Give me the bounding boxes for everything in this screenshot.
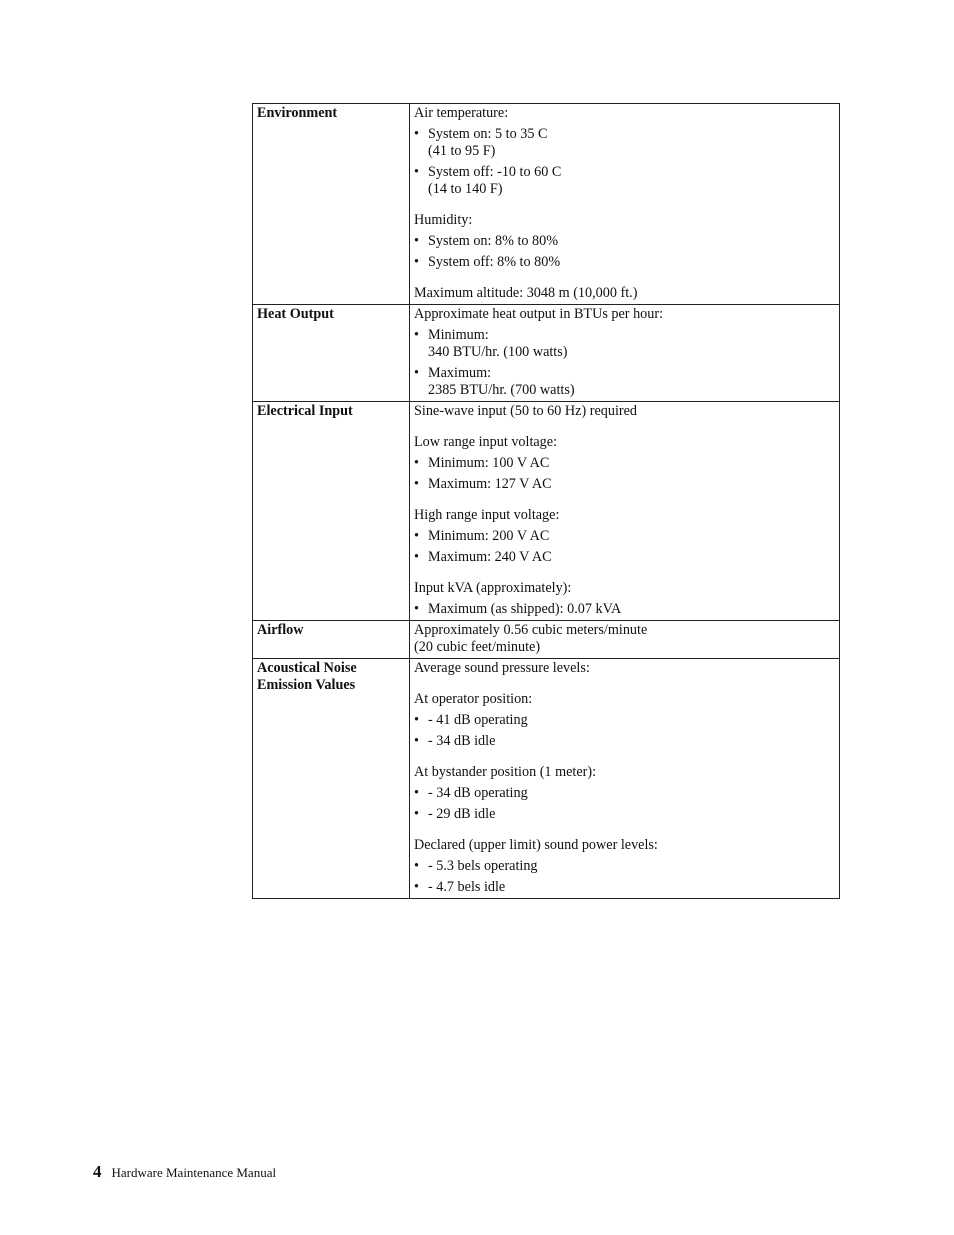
spec-row <box>253 621 840 659</box>
spec-value-cell <box>410 621 840 659</box>
spec-group <box>414 403 835 420</box>
spec-bullet-list <box>414 528 835 566</box>
spec-row <box>253 402 840 621</box>
spec-group-intro: Declared (upper limit) sound power levels: <box>414 837 658 853</box>
spec-bullet-item: • Maximum: 127 V AC <box>414 476 835 493</box>
manual-title: Hardware Maintenance Manual <box>111 1165 277 1180</box>
spec-bullet-list <box>414 601 835 618</box>
spec-value-cell <box>410 402 840 621</box>
spec-bullet-list <box>414 858 835 896</box>
spec-row <box>253 305 840 402</box>
spec-bullet-item: • Maximum (as shipped): 0.07 kVA <box>414 601 835 618</box>
spec-bullet-item: • - 29 dB idle <box>414 806 835 823</box>
spec-label: Airflow <box>257 622 304 638</box>
spec-group-intro: Approximate heat output in BTUs per hour: <box>414 306 664 322</box>
spec-bullet-item: • System on: 8% to 80% <box>414 233 835 250</box>
spec-bullet-item: • System off: 8% to 80% <box>414 254 835 271</box>
spec-label-cell <box>253 305 410 402</box>
spec-bullet-list <box>414 327 835 399</box>
spec-bullet-item: • Maximum: 240 V AC <box>414 549 835 566</box>
spec-group-intro: Humidity: <box>414 212 473 228</box>
spec-value-cell <box>410 305 840 402</box>
spec-group-intro: High range input voltage: <box>414 507 560 523</box>
page-footer <box>93 1162 276 1182</box>
spec-group <box>414 660 835 677</box>
spec-row <box>253 104 840 305</box>
spec-group <box>414 285 835 302</box>
spec-group <box>414 507 835 566</box>
spec-bullet-list <box>414 233 835 271</box>
spec-label-cell <box>253 621 410 659</box>
spec-row <box>253 659 840 899</box>
spec-group <box>414 622 835 656</box>
spec-bullet-item: • System on: 5 to 35 C (41 to 95 F) <box>414 126 835 160</box>
spec-bullet-list <box>414 712 835 750</box>
spec-group <box>414 306 835 399</box>
spec-bullet-item: • - 34 dB operating <box>414 785 835 802</box>
spec-bullet-item: • System off: -10 to 60 C (14 to 140 F) <box>414 164 835 198</box>
spec-group <box>414 434 835 493</box>
spec-bullet-item: • Maximum: 2385 BTU/hr. (700 watts) <box>414 365 835 399</box>
spec-group <box>414 837 835 896</box>
spec-label: Electrical Input <box>257 403 353 419</box>
spec-label-cell <box>253 659 410 899</box>
spec-group-intro: At bystander position (1 meter): <box>414 764 597 780</box>
spec-group <box>414 105 835 198</box>
spec-value-cell <box>410 659 840 899</box>
spec-bullet-list <box>414 455 835 493</box>
spec-label: Acoustical Noise Emission Values <box>257 660 357 693</box>
page-number: 4 <box>93 1162 102 1181</box>
spec-group-intro: Average sound pressure levels: <box>414 660 590 676</box>
spec-group-intro: Maximum altitude: 3048 m (10,000 ft.) <box>414 285 638 301</box>
spec-bullet-item: • - 34 dB idle <box>414 733 835 750</box>
spec-value-cell <box>410 104 840 305</box>
spec-group-intro: Input kVA (approximately): <box>414 580 572 596</box>
specifications-table-body <box>253 104 840 899</box>
spec-group-intro: Sine-wave input (50 to 60 Hz) required <box>414 403 637 419</box>
spec-bullet-list <box>414 126 835 198</box>
spec-bullet-item: • - 5.3 bels operating <box>414 858 835 875</box>
spec-bullet-item: • Minimum: 200 V AC <box>414 528 835 545</box>
spec-bullet-item: • Minimum: 340 BTU/hr. (100 watts) <box>414 327 835 361</box>
spec-group <box>414 764 835 823</box>
spec-group-intro: Low range input voltage: <box>414 434 558 450</box>
spec-group <box>414 580 835 618</box>
spec-bullet-item: • - 41 dB operating <box>414 712 835 729</box>
spec-label: Environment <box>257 105 338 121</box>
spec-bullet-item: • - 4.7 bels idle <box>414 879 835 896</box>
spec-bullet-list <box>414 785 835 823</box>
spec-group-intro: At operator position: <box>414 691 533 707</box>
spec-group <box>414 212 835 271</box>
spec-group-intro: Approximately 0.56 cubic meters/minute (20 cubic feet/minute) <box>414 622 648 655</box>
spec-label: Heat Output <box>257 306 334 322</box>
spec-label-cell <box>253 104 410 305</box>
spec-bullet-item: • Minimum: 100 V AC <box>414 455 835 472</box>
spec-group <box>414 691 835 750</box>
spec-group-intro: Air temperature: <box>414 105 509 121</box>
spec-label-cell <box>253 402 410 621</box>
specifications-table <box>252 103 840 899</box>
